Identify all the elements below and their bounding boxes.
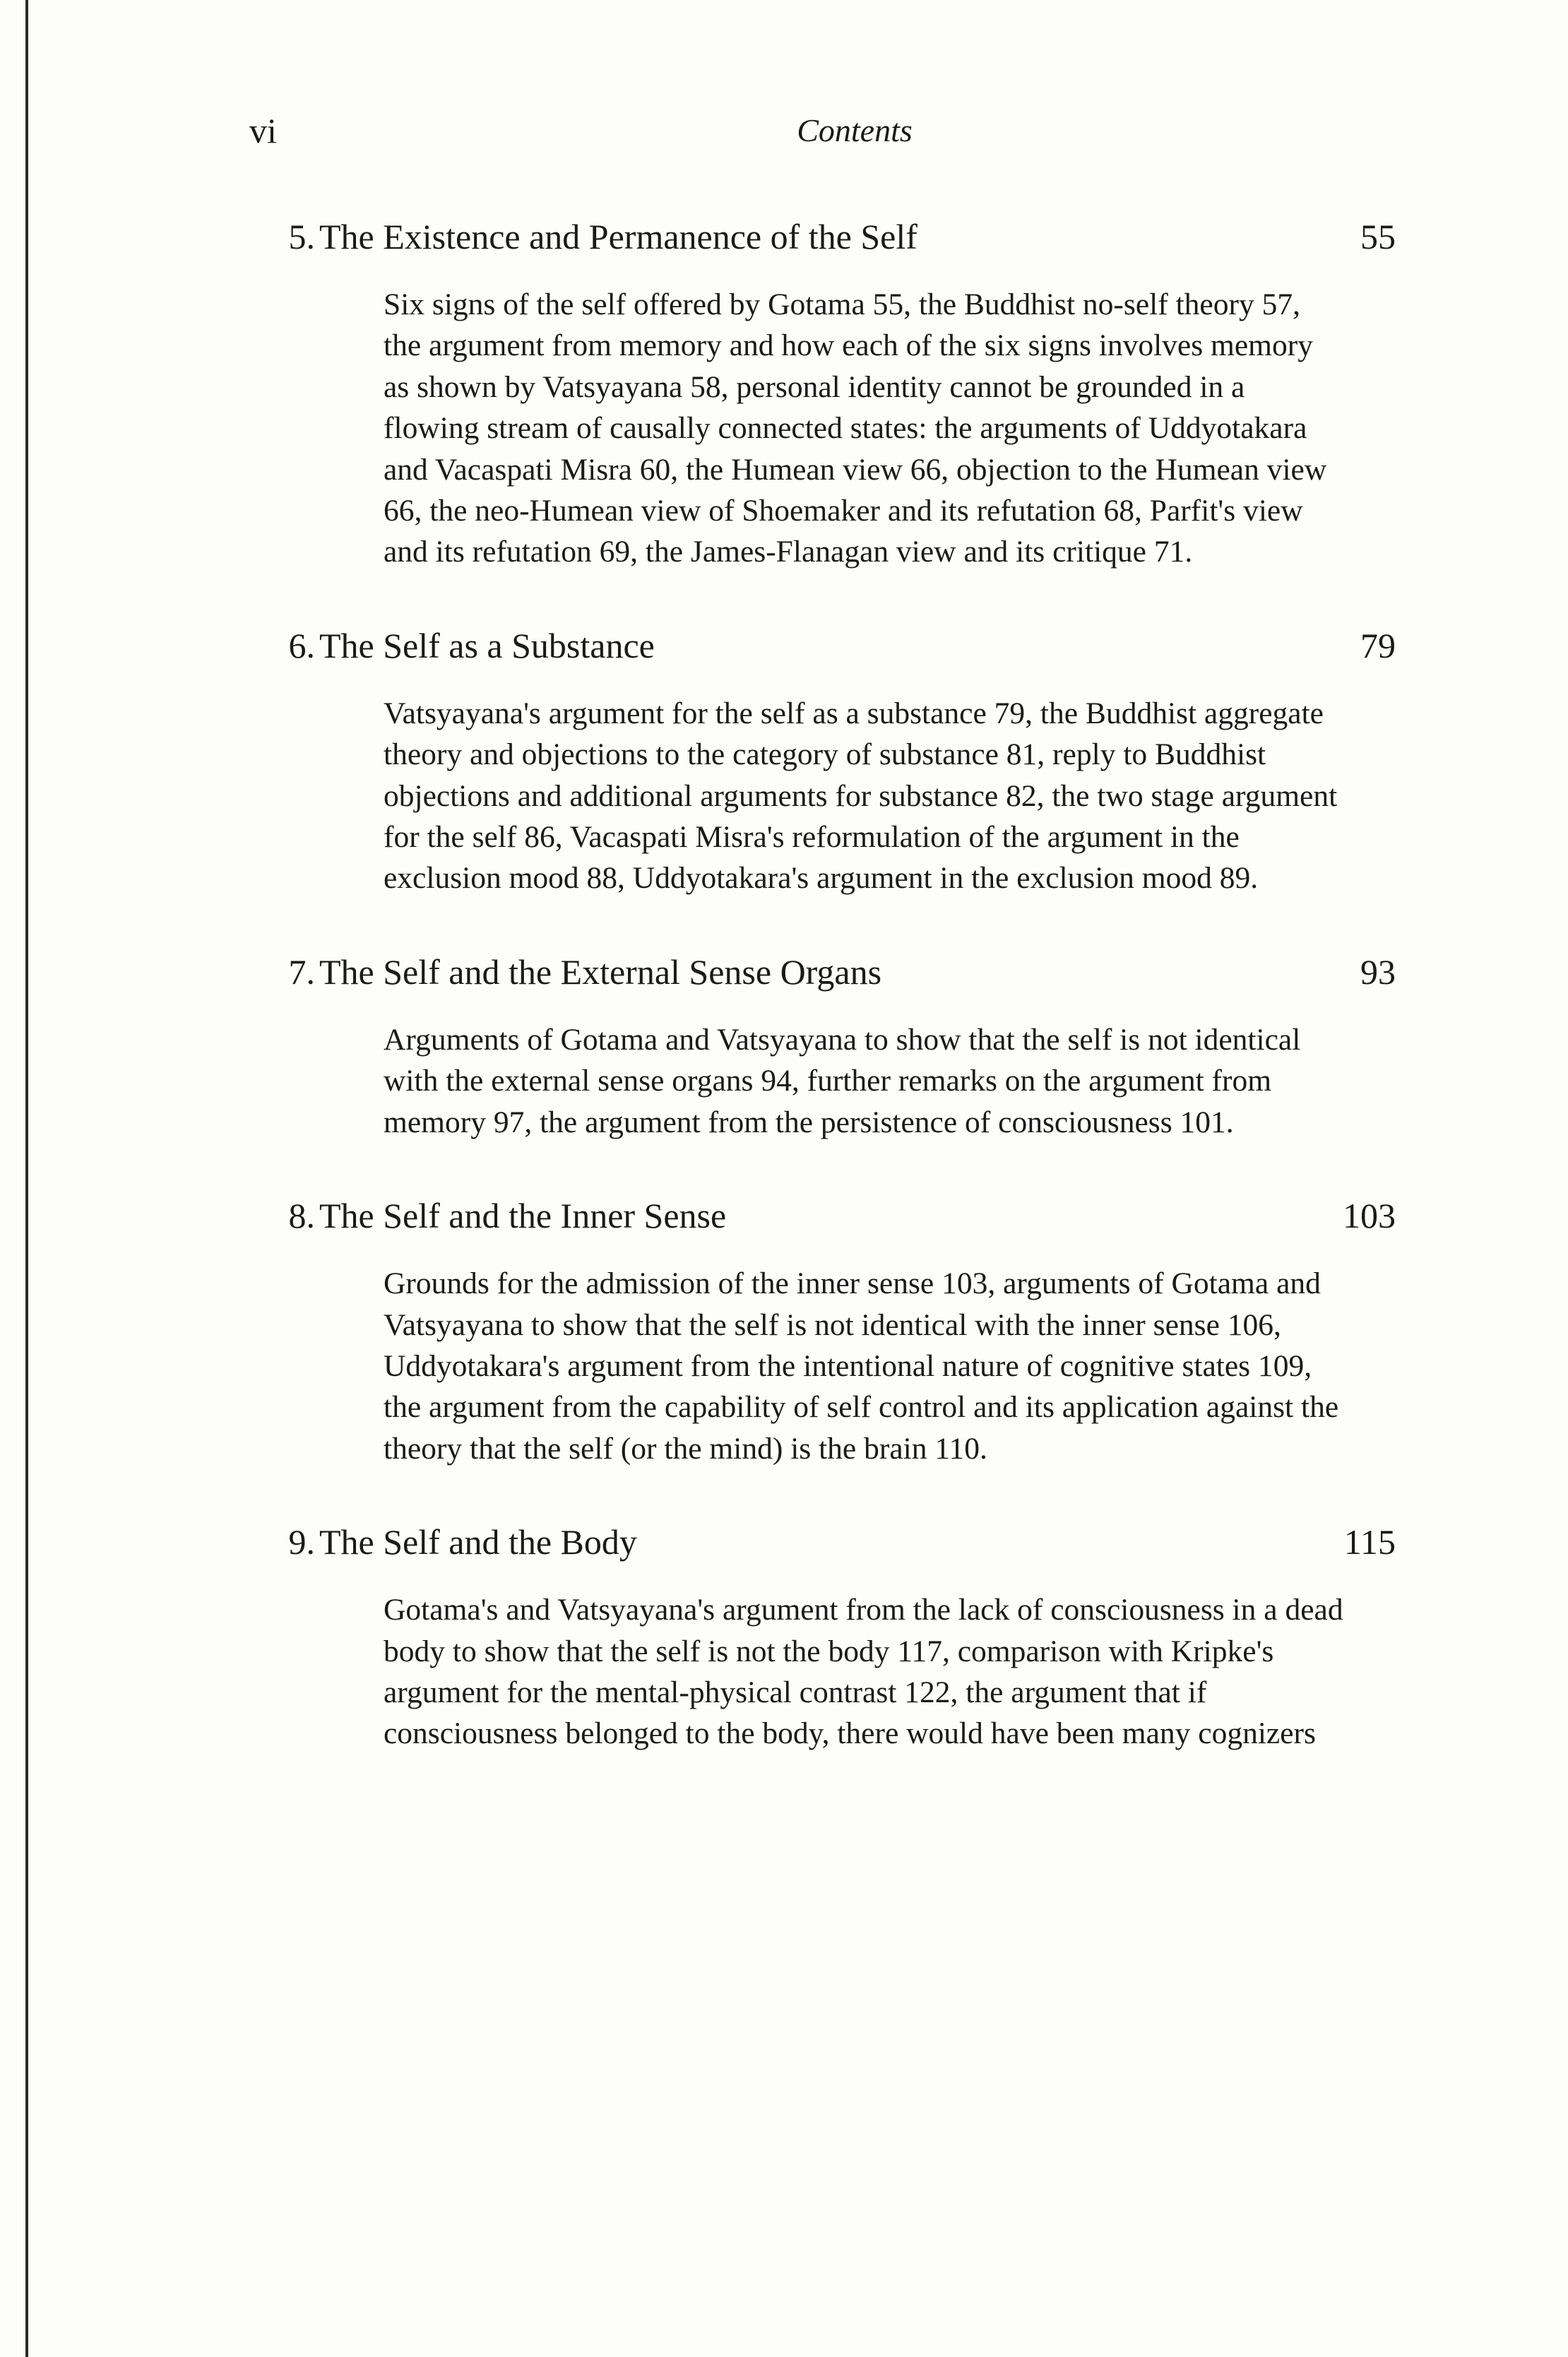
chapter-page-number: 115	[1343, 1522, 1396, 1562]
chapter-summary: Gotama's and Vatsyayana's argument from the lack of consciousness in a dead body to show that the self is not the body 117, comparison with Kripke's argument for the mental-physical contrast 122, the argument that if consciousness belonged to the body, there would have been many cognizers	[384, 1593, 1343, 1751]
chapter-title: The Existence and Permanence of the Self	[319, 217, 917, 256]
chapter-page-number: 103	[1343, 1196, 1396, 1236]
toc-entry-header	[0, 1184, 1568, 1247]
toc-entry-header	[0, 1510, 1568, 1574]
chapter-page-number: 79	[1360, 625, 1396, 665]
running-head-title: Contents	[797, 112, 913, 148]
chapter-number: 9.	[288, 1522, 315, 1562]
page-number: vi	[249, 111, 277, 150]
toc-entry-chapter-7	[0, 940, 1568, 1143]
chapter-number: 8.	[288, 1196, 315, 1236]
toc-entry-header	[0, 205, 1568, 268]
chapter-number: 7.	[288, 951, 315, 992]
table-of-contents	[0, 205, 1568, 1795]
toc-entry-chapter-9	[0, 1510, 1568, 1755]
chapter-title: The Self and the Inner Sense	[319, 1196, 727, 1236]
toc-entry-chapter-6	[0, 614, 1568, 899]
chapter-page-number: 55	[1360, 217, 1396, 256]
chapter-summary: Grounds for the admission of the inner sense 103, arguments of Gotama and Vatsyayana to show that the self is not identical with the inner sense 106, Uddyotakara's argument from the intentional nature of cognitive states 109, the argument from the capability of self control and its application against the theory that the self (or the mind) is the brain 110.	[384, 1266, 1339, 1466]
toc-entry-chapter-5	[0, 205, 1568, 573]
chapter-summary: Arguments of Gotama and Vatsyayana to show that the self is not identical with the external sense organs 94, further remarks on the argument from memory 97, the argument from the persistence of consciousness 101.	[384, 1022, 1301, 1139]
running-head	[0, 106, 1568, 155]
chapter-page-number: 93	[1360, 951, 1396, 992]
toc-entry-chapter-8	[0, 1184, 1568, 1469]
toc-entry-header	[0, 940, 1568, 1004]
chapter-title: The Self as a Substance	[319, 625, 655, 665]
chapter-number: 6.	[288, 625, 315, 665]
chapter-summary: Six signs of the self offered by Gotama 55, the Buddhist no-self theory 57, the argument from memory and how each of the six signs involves memory as shown by Vatsyayana 58, personal identity cannot be grounded in a flowing stream of causally connected states: the arguments of Uddyotakara and Vacaspati Misra 60, the Humean view 66, objection to the Humean view 66, the neo-Humean view of Shoemaker and its refutation 68, Parfit's view and its refutation 69, the James-Flanagan view and its critique 71.	[384, 287, 1327, 569]
chapter-title: The Self and the External Sense Organs	[319, 951, 882, 992]
chapter-number: 5.	[288, 217, 315, 256]
toc-entry-header	[0, 614, 1568, 677]
chapter-title: The Self and the Body	[319, 1522, 637, 1562]
chapter-summary: Vatsyayana's argument for the self as a substance 79, the Buddhist aggregate theory and objections to the category of substance 81, reply to Buddhist objections and additional arguments for substance 82, the two stage argument for the self 86, Vacaspati Misra's reformulation of the argument in the exclusion mood 88, Uddyotakara's argument in the exclusion mood 89.	[384, 696, 1338, 896]
